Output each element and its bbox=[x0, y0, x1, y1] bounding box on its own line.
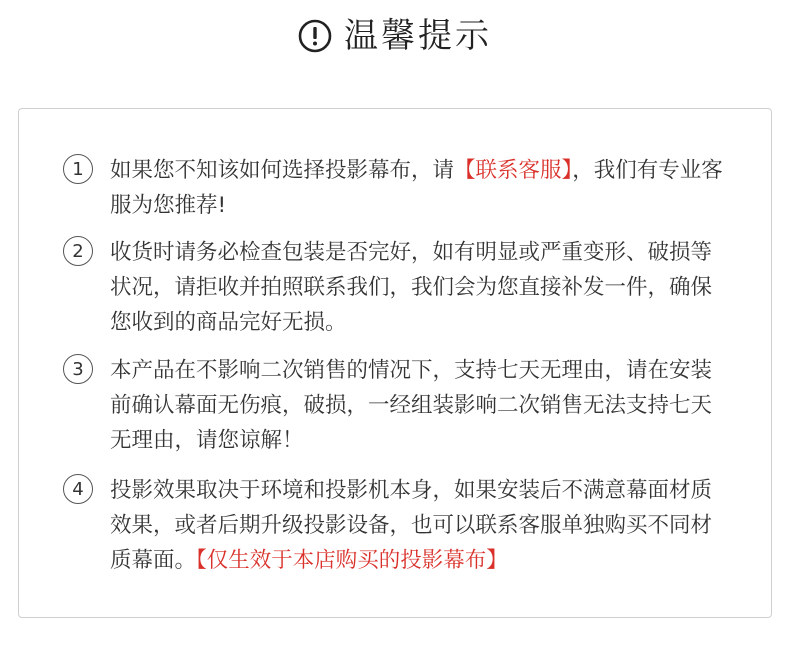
contact-service-highlight: 【联系客服】 bbox=[454, 158, 573, 183]
notice-item-3 bbox=[63, 353, 731, 458]
item-number-2: 2 bbox=[63, 236, 93, 266]
item-text-2: 收货时请务必检查包装是否完好，如有明显或严重变形、破损等状况，请拒收并拍照联系我们，我们会为您直接补发一件，确保您收到的商品完好无损。 bbox=[110, 240, 713, 335]
notice-item-1 bbox=[63, 153, 731, 223]
item-text-1-part1: 如果您不知该如何选择投影幕布，请 bbox=[110, 158, 455, 183]
exclamation-circle-icon bbox=[298, 19, 332, 53]
item-text-4-part1: 投影效果取决于环境和投影机本身，如果安装后不满意幕面材质效果，或者后期升级投影设备，也可以联系客服单独购买不同材质幕面。 bbox=[110, 478, 713, 573]
notice-item-2 bbox=[63, 235, 731, 340]
item-number-1: 1 bbox=[63, 154, 93, 184]
page-title: 温馨提示 bbox=[344, 16, 492, 56]
item-text-1-part2: ，我们有专业客服为您推荐! bbox=[110, 158, 723, 218]
item-text-3: 本产品在不影响二次销售的情况下，支持七天无理由，请在安装前确认幕面无伤痕，破损，一经组装影响二次销售无法支持七天无理由，请您谅解！ bbox=[110, 358, 713, 453]
item-text-1 bbox=[110, 153, 731, 223]
header bbox=[0, 14, 790, 58]
item-text-4 bbox=[110, 473, 731, 578]
item-number-3: 3 bbox=[63, 354, 93, 384]
store-only-highlight: 【仅生效于本店购买的投影幕布】 bbox=[196, 548, 508, 573]
notice-panel bbox=[18, 108, 772, 618]
item-number-4: 4 bbox=[63, 474, 93, 504]
notice-item-4 bbox=[63, 473, 731, 578]
